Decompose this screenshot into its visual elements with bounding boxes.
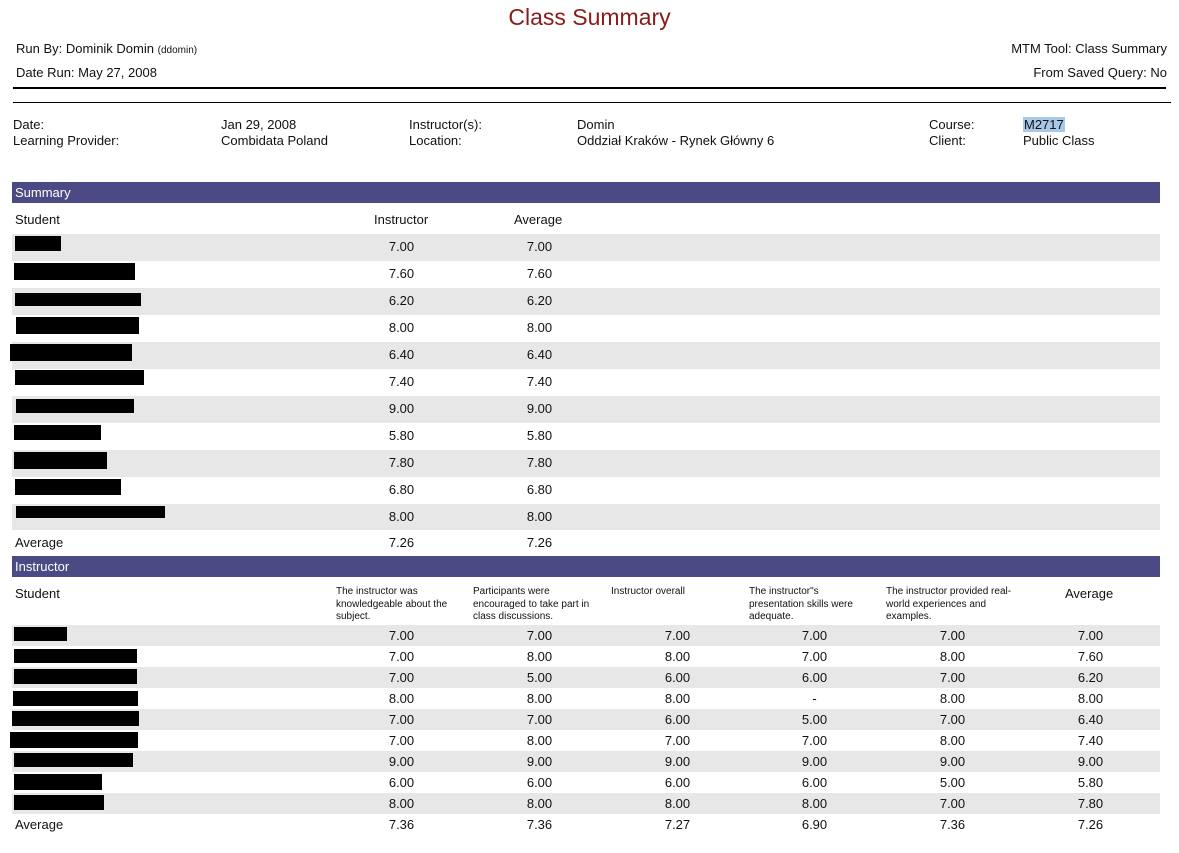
score-participation: 7.00: [526, 712, 553, 727]
summary-average-score: 7.80: [526, 455, 553, 470]
score-presentation: 8.00: [801, 796, 828, 811]
avg-real-world: 7.36: [939, 817, 966, 832]
client-value: Public Class: [1023, 133, 1095, 148]
summary-instructor-score: 8.00: [388, 509, 415, 524]
class-info-values-1: [221, 117, 328, 149]
score-real-world: 5.00: [939, 775, 966, 790]
question-knowledge-header: The instructor was knowledgeable about the subject.: [336, 586, 448, 622]
table-row: [12, 342, 1160, 369]
score-overall: 8.00: [664, 796, 691, 811]
redacted-student-name: [10, 732, 138, 748]
header-divider-thick: [13, 87, 1166, 89]
score-real-world: 7.00: [939, 796, 966, 811]
redacted-student-name: [14, 774, 102, 790]
redacted-student-name: [12, 711, 139, 726]
score-real-world: 7.00: [939, 628, 966, 643]
table-row: [12, 315, 1160, 342]
score-participation: 8.00: [526, 649, 553, 664]
score-real-world: 8.00: [939, 733, 966, 748]
summary-average-score: 5.80: [526, 428, 553, 443]
summary-average-label: Average: [15, 535, 64, 550]
score-participation: 8.00: [526, 691, 553, 706]
instructor-table: [12, 625, 1160, 835]
redacted-student-name: [14, 649, 137, 663]
client-label: Client:: [929, 133, 966, 148]
summary-average-score: 6.40: [526, 347, 553, 362]
table-row: [12, 423, 1160, 450]
summary-instructor-score: 7.80: [388, 455, 415, 470]
score-participation: 9.00: [526, 754, 553, 769]
summary-average-score: 8.00: [526, 320, 553, 335]
redacted-student-name: [14, 425, 101, 440]
avg-presentation: 6.90: [801, 817, 828, 832]
summary-col-instructor: Instructor: [374, 212, 429, 227]
summary-instructor-score: 6.80: [388, 482, 415, 497]
redacted-student-name: [14, 452, 107, 469]
summary-section-header: Summary: [12, 182, 1160, 203]
summary-average-score: 6.80: [526, 482, 553, 497]
date-label: Date:: [13, 117, 45, 132]
score-overall: 7.00: [664, 628, 691, 643]
score-average: 7.40: [1077, 733, 1104, 748]
score-average: 7.00: [1077, 628, 1104, 643]
table-row: [12, 369, 1160, 396]
instructor-average-row: [12, 814, 1160, 835]
table-row: [12, 646, 1160, 667]
score-knowledge: 7.00: [388, 670, 415, 685]
score-participation: 6.00: [526, 775, 553, 790]
instructor-value: Domin: [577, 117, 615, 132]
score-overall: 6.00: [664, 775, 691, 790]
score-real-world: 8.00: [939, 691, 966, 706]
tool-name: MTM Tool: Class Summary: [1011, 41, 1167, 56]
redacted-student-name: [16, 399, 134, 413]
run-by-text: Run By: Dominik Domin: [16, 41, 154, 56]
location-value: Oddział Kraków - Rynek Główny 6: [577, 133, 775, 148]
score-average: 6.20: [1077, 670, 1104, 685]
score-real-world: 7.00: [939, 712, 966, 727]
avg-participation: 7.36: [526, 817, 553, 832]
summary-instructor-score: 6.40: [388, 347, 415, 362]
redacted-student-name: [14, 627, 67, 641]
score-real-world: 8.00: [939, 649, 966, 664]
redacted-student-name: [15, 236, 61, 251]
date-value: Jan 29, 2008: [221, 117, 297, 132]
summary-instructor-score: 7.00: [388, 239, 415, 254]
score-overall: 9.00: [664, 754, 691, 769]
table-row: [12, 396, 1160, 423]
summary-average-score: 7.60: [526, 266, 553, 281]
summary-instructor-score: 5.80: [388, 428, 415, 443]
table-row: [12, 504, 1160, 530]
redacted-student-name: [15, 293, 141, 306]
instructor-col-student: Student: [15, 586, 60, 601]
redacted-student-name: [14, 669, 137, 684]
score-real-world: 7.00: [939, 670, 966, 685]
summary-table: [12, 234, 1160, 556]
table-row: [12, 793, 1160, 814]
table-row: [12, 625, 1160, 646]
summary-average-score: 9.00: [526, 401, 553, 416]
score-knowledge: 7.00: [388, 733, 415, 748]
run-by-user: (ddomin): [157, 45, 198, 56]
table-row: [12, 730, 1160, 751]
table-row: [12, 688, 1160, 709]
question-presentation-header: The instructor"s presentation skills were adequate.: [749, 586, 853, 622]
table-row: [12, 751, 1160, 772]
summary-instructor-score: 6.20: [388, 293, 415, 308]
score-average: 6.40: [1077, 712, 1104, 727]
score-presentation: 6.00: [801, 775, 828, 790]
score-presentation: 9.00: [801, 754, 828, 769]
avg-overall: 7.27: [664, 817, 691, 832]
score-presentation: 5.00: [801, 712, 828, 727]
redacted-student-name: [10, 344, 132, 361]
score-average: 5.80: [1077, 775, 1104, 790]
score-knowledge: 8.00: [388, 691, 415, 706]
score-presentation: 7.00: [801, 628, 828, 643]
table-row: [12, 261, 1160, 288]
class-info-labels-3: [929, 117, 975, 149]
instructor-label: Instructor(s):: [409, 117, 482, 132]
instructor-col-average: Average: [1065, 586, 1114, 601]
instructor-section-header: Instructor: [12, 556, 1160, 577]
score-participation: 8.00: [526, 733, 553, 748]
summary-instructor-average: 7.26: [388, 535, 415, 550]
summary-average-score: 7.40: [526, 374, 553, 389]
redacted-student-name: [14, 753, 133, 767]
date-run: Date Run: May 27, 2008: [16, 65, 157, 80]
score-knowledge: 6.00: [388, 775, 415, 790]
provider-value: Combidata Poland: [221, 133, 328, 148]
report-title: Class Summary: [508, 4, 671, 30]
question-participation-header: Participants were encouraged to take part in class discussions.: [473, 586, 590, 622]
avg-average: 7.26: [1077, 817, 1104, 832]
redacted-student-name: [14, 263, 135, 280]
avg-knowledge: 7.36: [388, 817, 415, 832]
question-overall-header: Instructor overall: [611, 586, 685, 597]
score-overall: 8.00: [664, 691, 691, 706]
summary-average-row: [12, 530, 1160, 556]
summary-average-score: 8.00: [526, 509, 553, 524]
table-row: [12, 288, 1160, 315]
summary-instructor-score: 7.60: [388, 266, 415, 281]
redacted-student-name: [16, 317, 139, 334]
table-row: [12, 772, 1160, 793]
instructor-average-label: Average: [15, 817, 64, 832]
saved-query: From Saved Query: No: [1033, 65, 1167, 80]
table-row: [12, 667, 1160, 688]
provider-label: Learning Provider:: [13, 133, 120, 148]
score-knowledge: 7.00: [388, 628, 415, 643]
course-value[interactable]: M2717: [1024, 117, 1064, 132]
run-by: [16, 41, 197, 56]
redacted-student-name: [16, 506, 165, 518]
score-presentation: 7.00: [801, 733, 828, 748]
location-label: Location:: [409, 133, 462, 148]
score-presentation: 7.00: [801, 649, 828, 664]
summary-col-average: Average: [514, 212, 563, 227]
score-average: 8.00: [1077, 691, 1104, 706]
score-overall: 8.00: [664, 649, 691, 664]
score-knowledge: 7.00: [388, 712, 415, 727]
summary-average-score: 7.00: [526, 239, 553, 254]
summary-average-score: 6.20: [526, 293, 553, 308]
table-row: [12, 234, 1160, 261]
question-real-world-header: The instructor provided real-world experiences and examples.: [886, 586, 1012, 622]
score-participation: 8.00: [526, 796, 553, 811]
table-row: [12, 477, 1160, 504]
score-average: 7.80: [1077, 796, 1104, 811]
table-row: [12, 709, 1160, 730]
course-label: Course:: [929, 117, 975, 132]
score-overall: 6.00: [664, 712, 691, 727]
score-knowledge: 7.00: [388, 649, 415, 664]
score-presentation: -: [812, 691, 817, 706]
class-info-values-2: [577, 117, 774, 149]
redacted-student-name: [13, 691, 138, 706]
score-participation: 7.00: [526, 628, 553, 643]
redacted-student-name: [14, 795, 104, 810]
score-overall: 7.00: [664, 733, 691, 748]
score-presentation: 6.00: [801, 670, 828, 685]
redacted-student-name: [15, 370, 144, 385]
header-divider-thin: [13, 102, 1171, 103]
summary-instructor-score: 8.00: [388, 320, 415, 335]
score-participation: 5.00: [526, 670, 553, 685]
class-info-labels-1: [13, 117, 119, 149]
score-average: 7.60: [1077, 649, 1104, 664]
summary-col-student: Student: [15, 212, 60, 227]
table-row: [12, 450, 1160, 477]
class-info-values-3: [1023, 117, 1095, 149]
score-real-world: 9.00: [939, 754, 966, 769]
redacted-student-name: [15, 479, 121, 495]
summary-overall-average: 7.26: [526, 535, 553, 550]
score-overall: 6.00: [664, 670, 691, 685]
score-average: 9.00: [1077, 754, 1104, 769]
score-knowledge: 9.00: [388, 754, 415, 769]
summary-instructor-score: 9.00: [388, 401, 415, 416]
score-knowledge: 8.00: [388, 796, 415, 811]
class-info-labels-2: [409, 117, 482, 149]
summary-instructor-score: 7.40: [388, 374, 415, 389]
